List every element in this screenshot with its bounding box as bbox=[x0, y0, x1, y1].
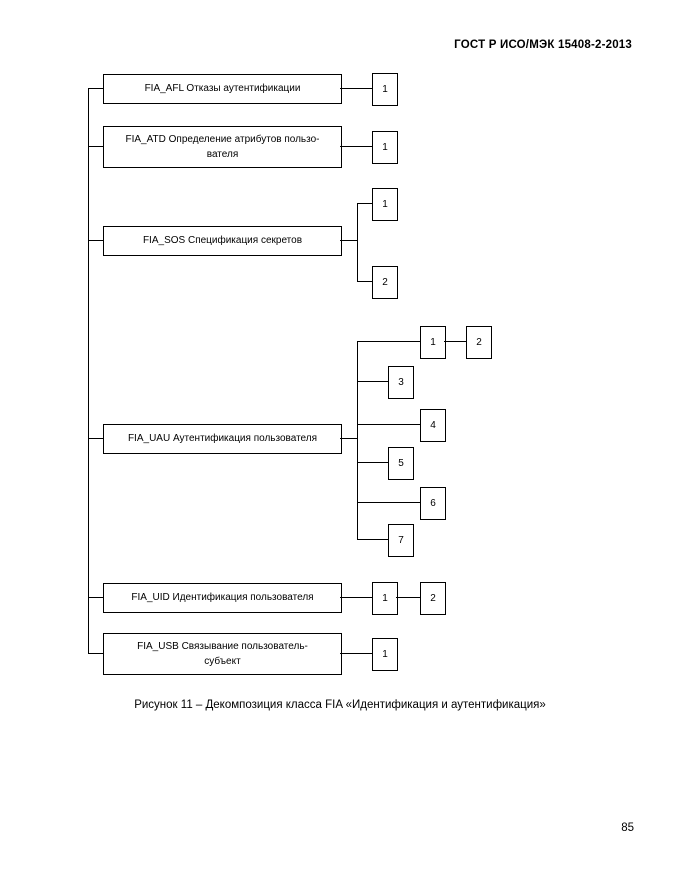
component-box-fia-uau-2: 2 bbox=[466, 326, 492, 359]
document-header: ГОСТ Р ИСО/МЭК 15408-2-2013 bbox=[454, 39, 632, 51]
connector-uau-7 bbox=[357, 539, 388, 540]
connector-uau-4 bbox=[357, 424, 420, 425]
family-box-fia-atd bbox=[103, 126, 342, 168]
family-box-fia-sos bbox=[103, 226, 342, 256]
connector-uid-1 bbox=[340, 597, 372, 598]
component-box-fia-uid-1: 1 bbox=[372, 582, 398, 615]
connector-trunk-uid bbox=[88, 597, 103, 598]
connector-trunk-sos bbox=[88, 240, 103, 241]
connector-trunk-afl bbox=[88, 88, 103, 89]
family-label-fia-sos: FIA_SOS Спецификация секретов bbox=[142, 235, 303, 247]
family-box-fia-afl bbox=[103, 74, 342, 104]
connector-uid-1-2 bbox=[396, 597, 420, 598]
connector-trunk-atd bbox=[88, 146, 103, 147]
connector-sos-branch bbox=[340, 240, 357, 241]
connector-uau-3 bbox=[357, 381, 388, 382]
family-label-fia-atd-line2: вателя bbox=[206, 149, 239, 160]
family-box-fia-uau bbox=[103, 424, 342, 454]
connector-usb-1 bbox=[340, 653, 372, 654]
connector-trunk-usb bbox=[88, 653, 103, 654]
component-box-fia-uau-5: 5 bbox=[388, 447, 414, 480]
family-label-fia-afl: FIA_AFL Отказы аутентификации bbox=[144, 83, 301, 95]
component-box-fia-atd-1: 1 bbox=[372, 131, 398, 164]
component-box-fia-uau-4: 4 bbox=[420, 409, 446, 442]
trunk-line bbox=[88, 88, 89, 654]
connector-sos-1 bbox=[357, 203, 372, 204]
connector-uau-6 bbox=[357, 502, 420, 503]
component-box-fia-uau-3: 3 bbox=[388, 366, 414, 399]
connector-atd-1 bbox=[340, 146, 372, 147]
component-box-fia-sos-2: 2 bbox=[372, 266, 398, 299]
page-number: 85 bbox=[621, 822, 634, 834]
figure-caption: Рисунок 11 – Декомпозиция класса FIA «Идентификация и аутентификация» bbox=[134, 699, 546, 711]
family-label-fia-uau: FIA_UAU Аутентификация пользователя bbox=[127, 433, 318, 445]
component-box-fia-usb-1: 1 bbox=[372, 638, 398, 671]
connector-uau-5 bbox=[357, 462, 388, 463]
component-box-fia-uau-6: 6 bbox=[420, 487, 446, 520]
family-box-fia-uid bbox=[103, 583, 342, 613]
component-box-fia-uau-1: 1 bbox=[420, 326, 446, 359]
component-box-fia-afl-1: 1 bbox=[372, 73, 398, 106]
branch-line-sos bbox=[357, 203, 358, 282]
family-box-fia-usb bbox=[103, 633, 342, 675]
family-label-fia-usb-line1: FIA_USB Связывание пользователь- bbox=[137, 640, 308, 652]
connector-uau-branch bbox=[340, 438, 357, 439]
component-box-fia-sos-1: 1 bbox=[372, 188, 398, 221]
component-box-fia-uid-2: 2 bbox=[420, 582, 446, 615]
family-label-fia-usb-line2: субъект bbox=[204, 656, 241, 667]
family-label-fia-atd-line1: FIA_ATD Определение атрибутов пользо- bbox=[125, 133, 320, 145]
connector-trunk-uau bbox=[88, 438, 103, 439]
family-label-fia-uid: FIA_UID Идентификация пользователя bbox=[131, 592, 314, 604]
connector-uau-1 bbox=[357, 341, 420, 342]
connector-uau-1-2 bbox=[444, 341, 466, 342]
branch-line-uau bbox=[357, 341, 358, 540]
component-box-fia-uau-7: 7 bbox=[388, 524, 414, 557]
connector-sos-2 bbox=[357, 281, 372, 282]
connector-afl-1 bbox=[340, 88, 372, 89]
